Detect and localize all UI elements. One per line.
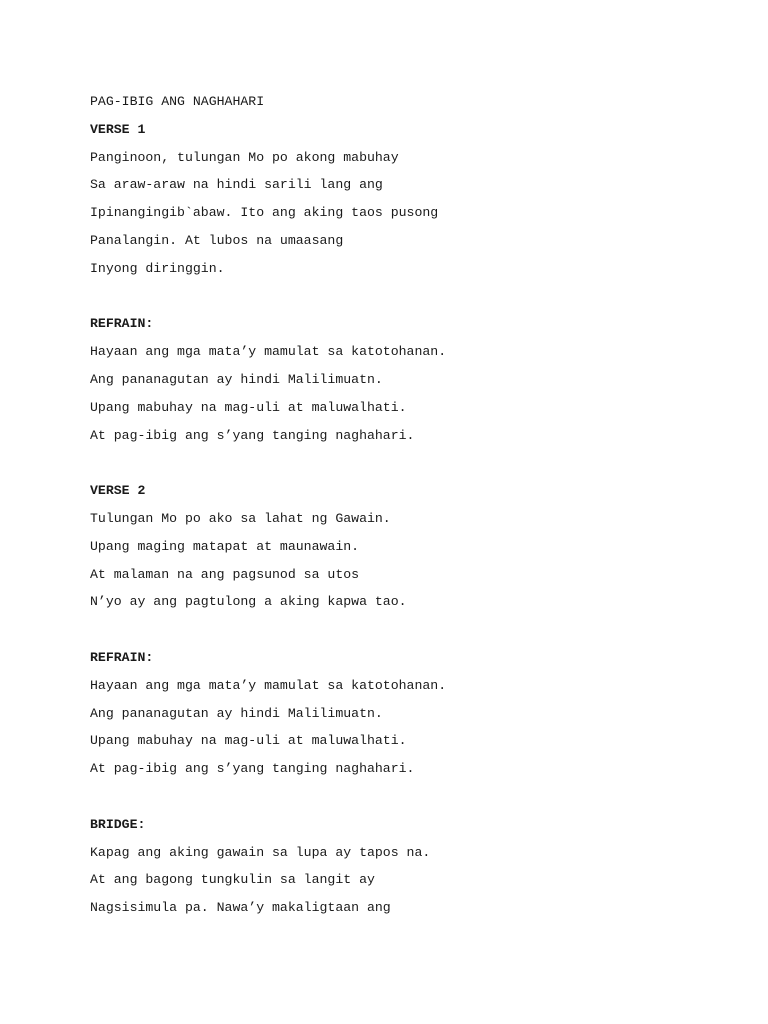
lyric-line: Hayaan ang mga mata’y mamulat sa katotohanan. [90, 677, 447, 693]
section-verse-1 [90, 116, 730, 283]
lyric-line: Ang pananagutan ay hindi Malilimuatn. [90, 371, 383, 387]
lyric-line: Panginoon, tulungan Mo po akong mabuhay [90, 149, 399, 165]
lyric-line: Kapag ang aking gawain sa lupa ay tapos na. [90, 844, 431, 860]
section-spacer [90, 616, 730, 644]
lyric-line: Panalangin. At lubos na umaasang [90, 232, 344, 248]
lyric-line: Ang pananagutan ay hindi Malilimuatn. [90, 705, 383, 721]
lyric-line: Upang maging matapat at maunawain. [90, 538, 360, 554]
section-spacer [90, 783, 730, 811]
lyric-line: Upang mabuhay na mag-uli at maluwalhati. [90, 399, 407, 415]
lyric-line: N’yo ay ang pagtulong a aking kapwa tao. [90, 594, 407, 610]
lyric-line: At malaman na ang pagsunod sa utos [90, 566, 360, 582]
lyric-line: At pag-ibig ang s’yang tanging naghahari. [90, 427, 415, 443]
section-refrain-2 [90, 644, 730, 783]
section-heading: BRIDGE: [90, 816, 146, 832]
lyric-line: Ipinangingib`abaw. Ito ang aking taos pusong [90, 205, 439, 221]
lyric-line: Inyong diringgin. [90, 260, 225, 276]
lyric-line: Hayaan ang mga mata’y mamulat sa katotohanan. [90, 344, 447, 360]
lyric-line: Tulungan Mo po ako sa lahat ng Gawain. [90, 510, 391, 526]
section-spacer [90, 449, 730, 477]
document-title: PAG-IBIG ANG NAGHAHARI [90, 94, 265, 109]
section-bridge [90, 811, 730, 922]
section-heading: VERSE 2 [90, 483, 146, 499]
section-refrain-1 [90, 310, 730, 449]
lyric-line: Sa araw-araw na hindi sarili lang ang [90, 177, 383, 193]
lyric-line: At ang bagong tungkulin sa langit ay [90, 872, 375, 888]
section-heading: REFRAIN: [90, 316, 154, 332]
section-spacer [90, 283, 730, 311]
section-verse-2 [90, 477, 730, 616]
lyric-line: Upang mabuhay na mag-uli at maluwalhati. [90, 733, 407, 749]
section-heading: VERSE 1 [90, 121, 146, 137]
document-body [90, 88, 730, 922]
lyric-line: Nagsisimula pa. Nawa’y makaligtaan ang [90, 900, 391, 916]
lyric-line: At pag-ibig ang s’yang tanging naghahari. [90, 761, 415, 777]
section-heading: REFRAIN: [90, 649, 154, 665]
